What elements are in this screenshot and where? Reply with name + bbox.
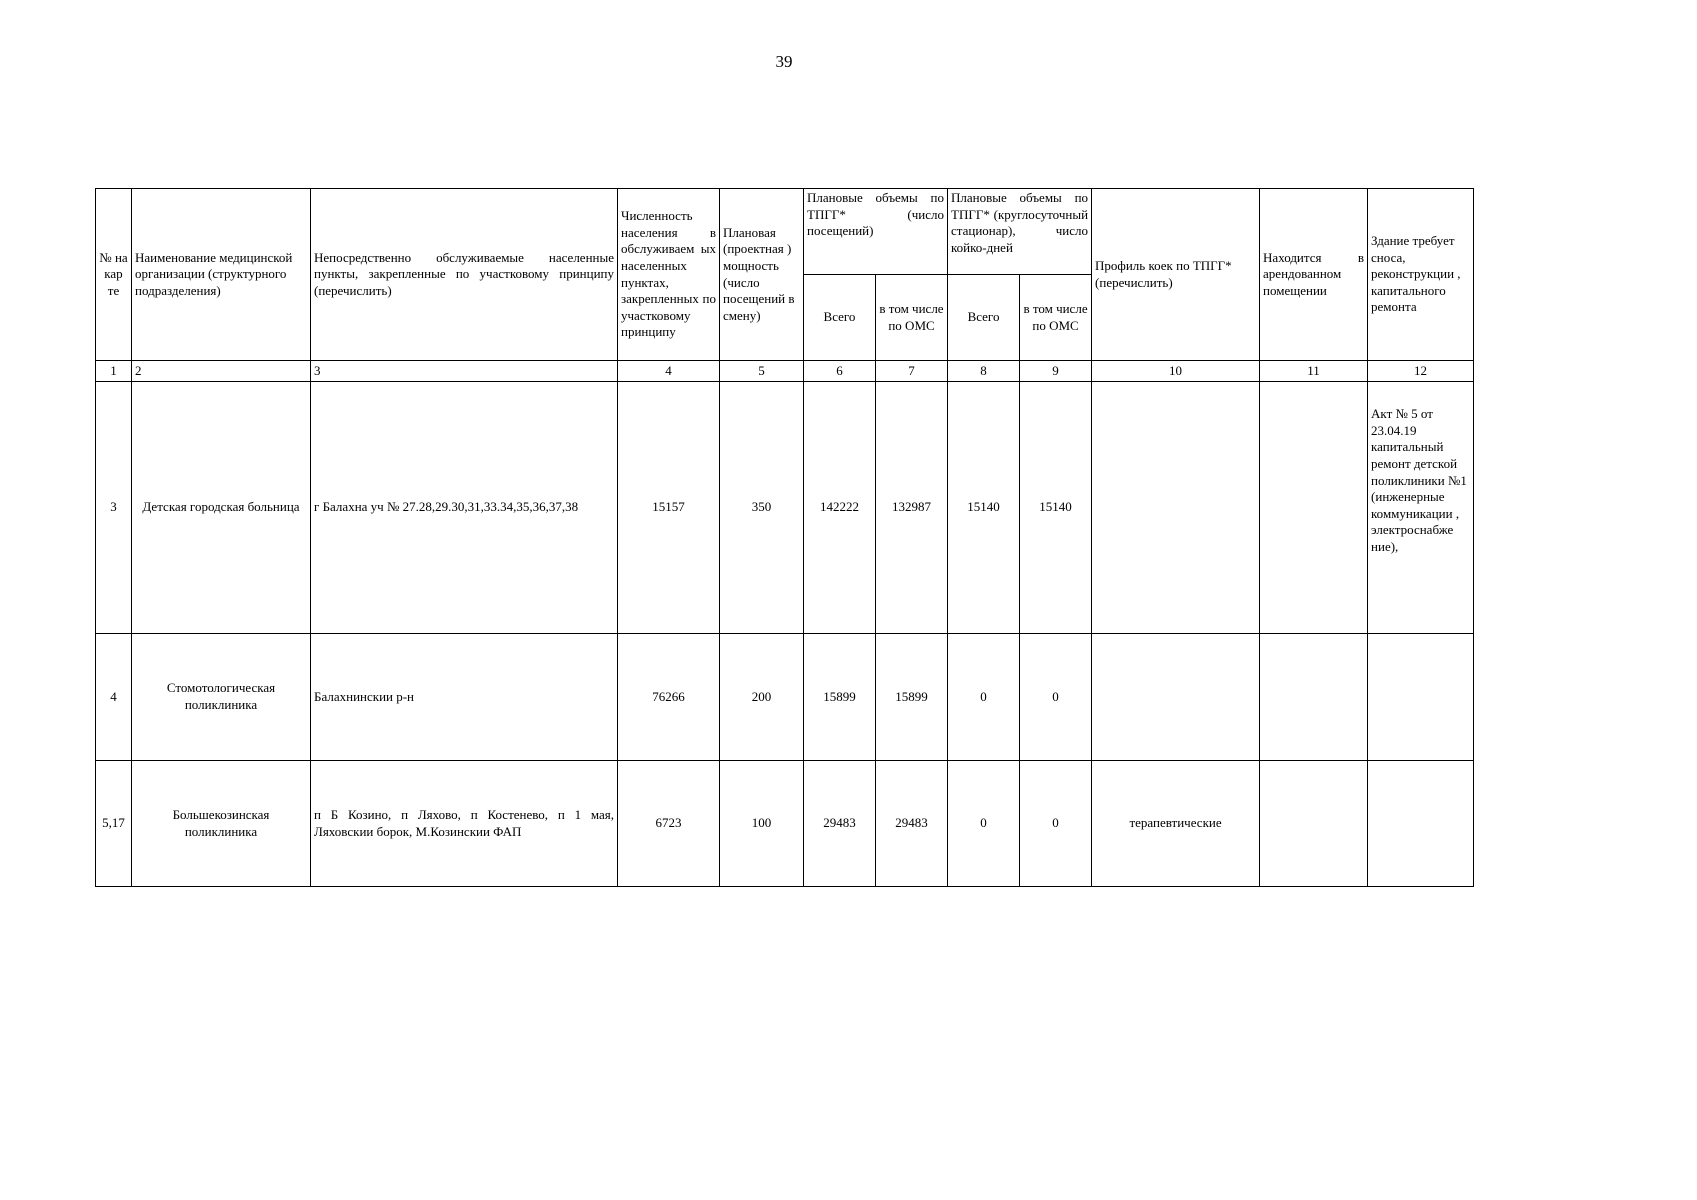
beddays-total-cell: 0 [948,634,1020,761]
map-number-cell: 4 [96,634,132,761]
beddays-oms-cell: 15140 [1020,382,1092,634]
page-number: 39 [775,52,793,71]
column-number: 12 [1368,361,1474,382]
rented-cell [1260,761,1368,887]
header-organization-name: Наименование медицинской организации (структурного подразделения) [132,189,311,361]
column-number: 5 [720,361,804,382]
capacity-cell: 200 [720,634,804,761]
header-beddays-oms: в том числе по ОМС [1020,275,1092,361]
header-population: Численность населения в обслуживаем ых населенных пунктах, закрепленных по участковому принципу [618,189,720,361]
table-row [96,382,1474,634]
bed-profile-cell: терапевтические [1092,761,1260,887]
visits-total-cell: 142222 [804,382,876,634]
header-requires-repair: Здание требует сноса, реконструкции , капитального ремонта [1368,189,1474,361]
column-number: 9 [1020,361,1092,382]
header-visits-total: Всего [804,275,876,361]
beddays-oms-cell: 0 [1020,761,1092,887]
column-number: 10 [1092,361,1260,382]
capacity-cell: 100 [720,761,804,887]
population-cell: 6723 [618,761,720,887]
column-number: 1 [96,361,132,382]
population-cell: 76266 [618,634,720,761]
column-number: 3 [311,361,618,382]
bed-profile-cell [1092,382,1260,634]
column-number: 4 [618,361,720,382]
repair-cell: Акт № 5 от 23.04.19 капитальный ремонт детской поликлиники №1 (инженерные коммуникации , электроснабже ние), [1368,382,1474,634]
visits-total-cell: 29483 [804,761,876,887]
header-visits-oms: в том числе по ОМС [876,275,948,361]
header-planned-visits: Плановые объемы по ТПГГ* (число посещений) [804,189,948,275]
visits-oms-cell: 15899 [876,634,948,761]
header-rented: Находится в арендованном помещении [1260,189,1368,361]
visits-oms-cell: 132987 [876,382,948,634]
organization-name-cell: Большекозинская поликлиника [132,761,311,887]
settlements-cell: г Балахна уч № 27.28,29.30,31,33.34,35,36,37,38 [311,382,618,634]
beddays-total-cell: 0 [948,761,1020,887]
rented-cell [1260,382,1368,634]
column-number: 11 [1260,361,1368,382]
header-planned-bed-days: Плановые объемы по ТПГГ* (круглосуточный стационар), число койко-дней [948,189,1092,275]
column-number: 7 [876,361,948,382]
repair-cell [1368,761,1474,887]
column-numbers-row [96,361,1474,382]
beddays-total-cell: 15140 [948,382,1020,634]
population-cell: 15157 [618,382,720,634]
organization-name-cell: Детская городская больница [132,382,311,634]
column-number: 8 [948,361,1020,382]
bed-profile-cell [1092,634,1260,761]
settlements-cell: Балахнинскии р-н [311,634,618,761]
table-row [96,761,1474,887]
beddays-oms-cell: 0 [1020,634,1092,761]
header-settlements: Непосредственно обслуживаемые населенные пункты, закрепленные по участковому принципу (перечислить) [311,189,618,361]
column-number: 2 [132,361,311,382]
settlements-cell: п Б Козино, п Ляхово, п Костенево, п 1 мая, Ляховскии борок, М.Козинскии ФАП [311,761,618,887]
table-row [96,634,1474,761]
header-map-number: № на кар те [96,189,132,361]
visits-oms-cell: 29483 [876,761,948,887]
rented-cell [1260,634,1368,761]
capacity-cell: 350 [720,382,804,634]
column-number: 6 [804,361,876,382]
repair-cell [1368,634,1474,761]
map-number-cell: 3 [96,382,132,634]
organization-name-cell: Стомотологическая поликлиника [132,634,311,761]
visits-total-cell: 15899 [804,634,876,761]
map-number-cell: 5,17 [96,761,132,887]
header-capacity: Плановая (проектная ) мощность (число посещений в смену) [720,189,804,361]
header-beddays-total: Всего [948,275,1020,361]
header-bed-profile: Профиль коек по ТПГГ* (перечислить) [1092,189,1260,361]
medical-organizations-table [95,188,1474,887]
